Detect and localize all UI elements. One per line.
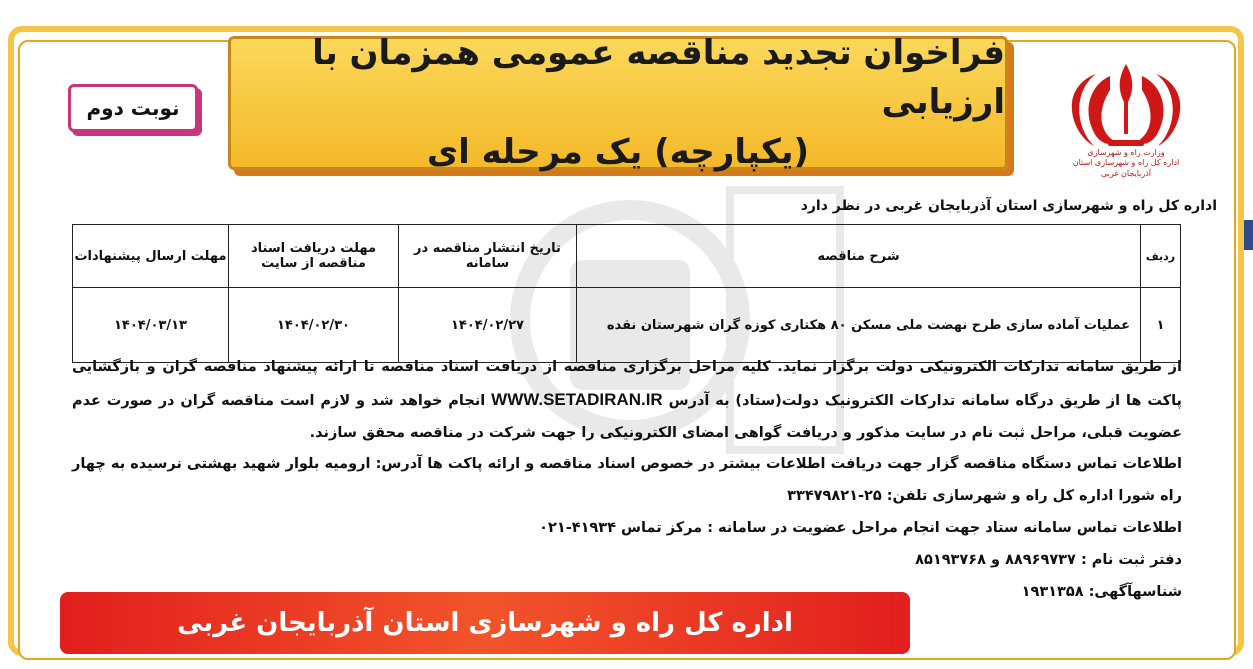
logo-caption-line-2: اداره کل راه و شهرسازی استان آذربایجان غربی — [1072, 158, 1180, 178]
cell-row-number: ۱ — [1141, 288, 1181, 363]
cell-description: عملیات آماده سازی طرح نهضت ملی مسکن ۸۰ هکتاری کوزه گران شهرستان نقده — [577, 288, 1141, 363]
header-publish-date: تاریخ انتشار مناقصه در سامانه — [399, 225, 577, 288]
corner-tab — [1244, 220, 1253, 250]
cell-proposal-deadline: ۱۴۰۴/۰۳/۱۳ — [73, 288, 229, 363]
intro-text: اداره کل راه و شهرسازی استان آذربایجان غربی در نظر دارد — [800, 198, 1217, 214]
procedure-text-1: از طریق سامانه تدارکات الکترونیکی دولت برگزار نماید. کلیه مراحل برگزاری مناقصه از دریافت اسناد مناقصه تا ارائه پیشنهاد مناقصه گران و بازگشایی پاکت ها از طریق درگاه سامانه تدارکات الکترونیک دولت(ستاد) به آدرس — [72, 359, 1182, 409]
logo-caption-line-1: وزارت راه و شهرسازی — [1087, 148, 1165, 157]
round-badge: نوبت دوم — [68, 84, 198, 132]
paragraph-procedure — [72, 352, 1182, 449]
procedure-text-2: انجام خواهد شد و لازم است مناقصه گران در صورت عدم عضویت قبلی، مراحل ثبت نام در سایت مذکور و دریافت گواهی امضای الکترونیکی را جهت شرکت در مناقصه محقق سازند. — [72, 392, 1182, 441]
paragraph-setad-contact: اطلاعات تماس سامانه ستاد جهت انجام مراحل عضویت در سامانه : مرکز تماس ۴۱۹۳۴-۰۲۱ — [539, 519, 1182, 536]
header-row-number: ردیف — [1141, 225, 1181, 288]
title-line-2: (یکپارچه) یک مرحله ای — [426, 131, 810, 172]
table-header-row — [73, 225, 1181, 288]
header-doc-deadline: مهلت دریافت اسناد مناقصه از سایت — [229, 225, 399, 288]
footer-banner: اداره کل راه و شهرسازی استان آذربایجان غربی — [60, 592, 910, 654]
paragraph-contact: اطلاعات تماس دستگاه مناقصه گزار جهت دریافت اطلاعات بیشتر در خصوص اسناد مناقصه و ارائه پاکت ها آدرس: ارومیه بلوار شهید بهشتی نرسیده به چهار راه شورا اداره کل راه و شهرسازی تلفن: ۲۵-۳۳۴۷۹۸۲۱ — [72, 456, 1182, 505]
header-description: شرح مناقصه — [577, 225, 1141, 288]
cell-publish-date: ۱۴۰۴/۰۲/۲۷ — [399, 288, 577, 363]
paragraph-registry: دفتر ثبت نام : ۸۸۹۶۹۷۳۷ و ۸۵۱۹۳۷۶۸ — [915, 551, 1182, 568]
tender-table — [72, 224, 1181, 363]
header-proposal-deadline: مهلت ارسال پیشنهادات — [73, 225, 229, 288]
paragraph-ad-id: شناسهآگهی: ۱۹۳۱۳۵۸ — [1021, 583, 1182, 600]
announcement-body — [72, 352, 1182, 608]
title-line-1: فراخوان تجدید مناقصه عمومی همزمان با ارزیابی — [312, 33, 1005, 123]
title-banner — [228, 33, 1008, 172]
cell-doc-deadline: ۱۴۰۴/۰۲/۳۰ — [229, 288, 399, 363]
website-link[interactable]: WWW.SETADIRAN.IR — [491, 389, 663, 409]
logo-caption — [1064, 148, 1188, 179]
